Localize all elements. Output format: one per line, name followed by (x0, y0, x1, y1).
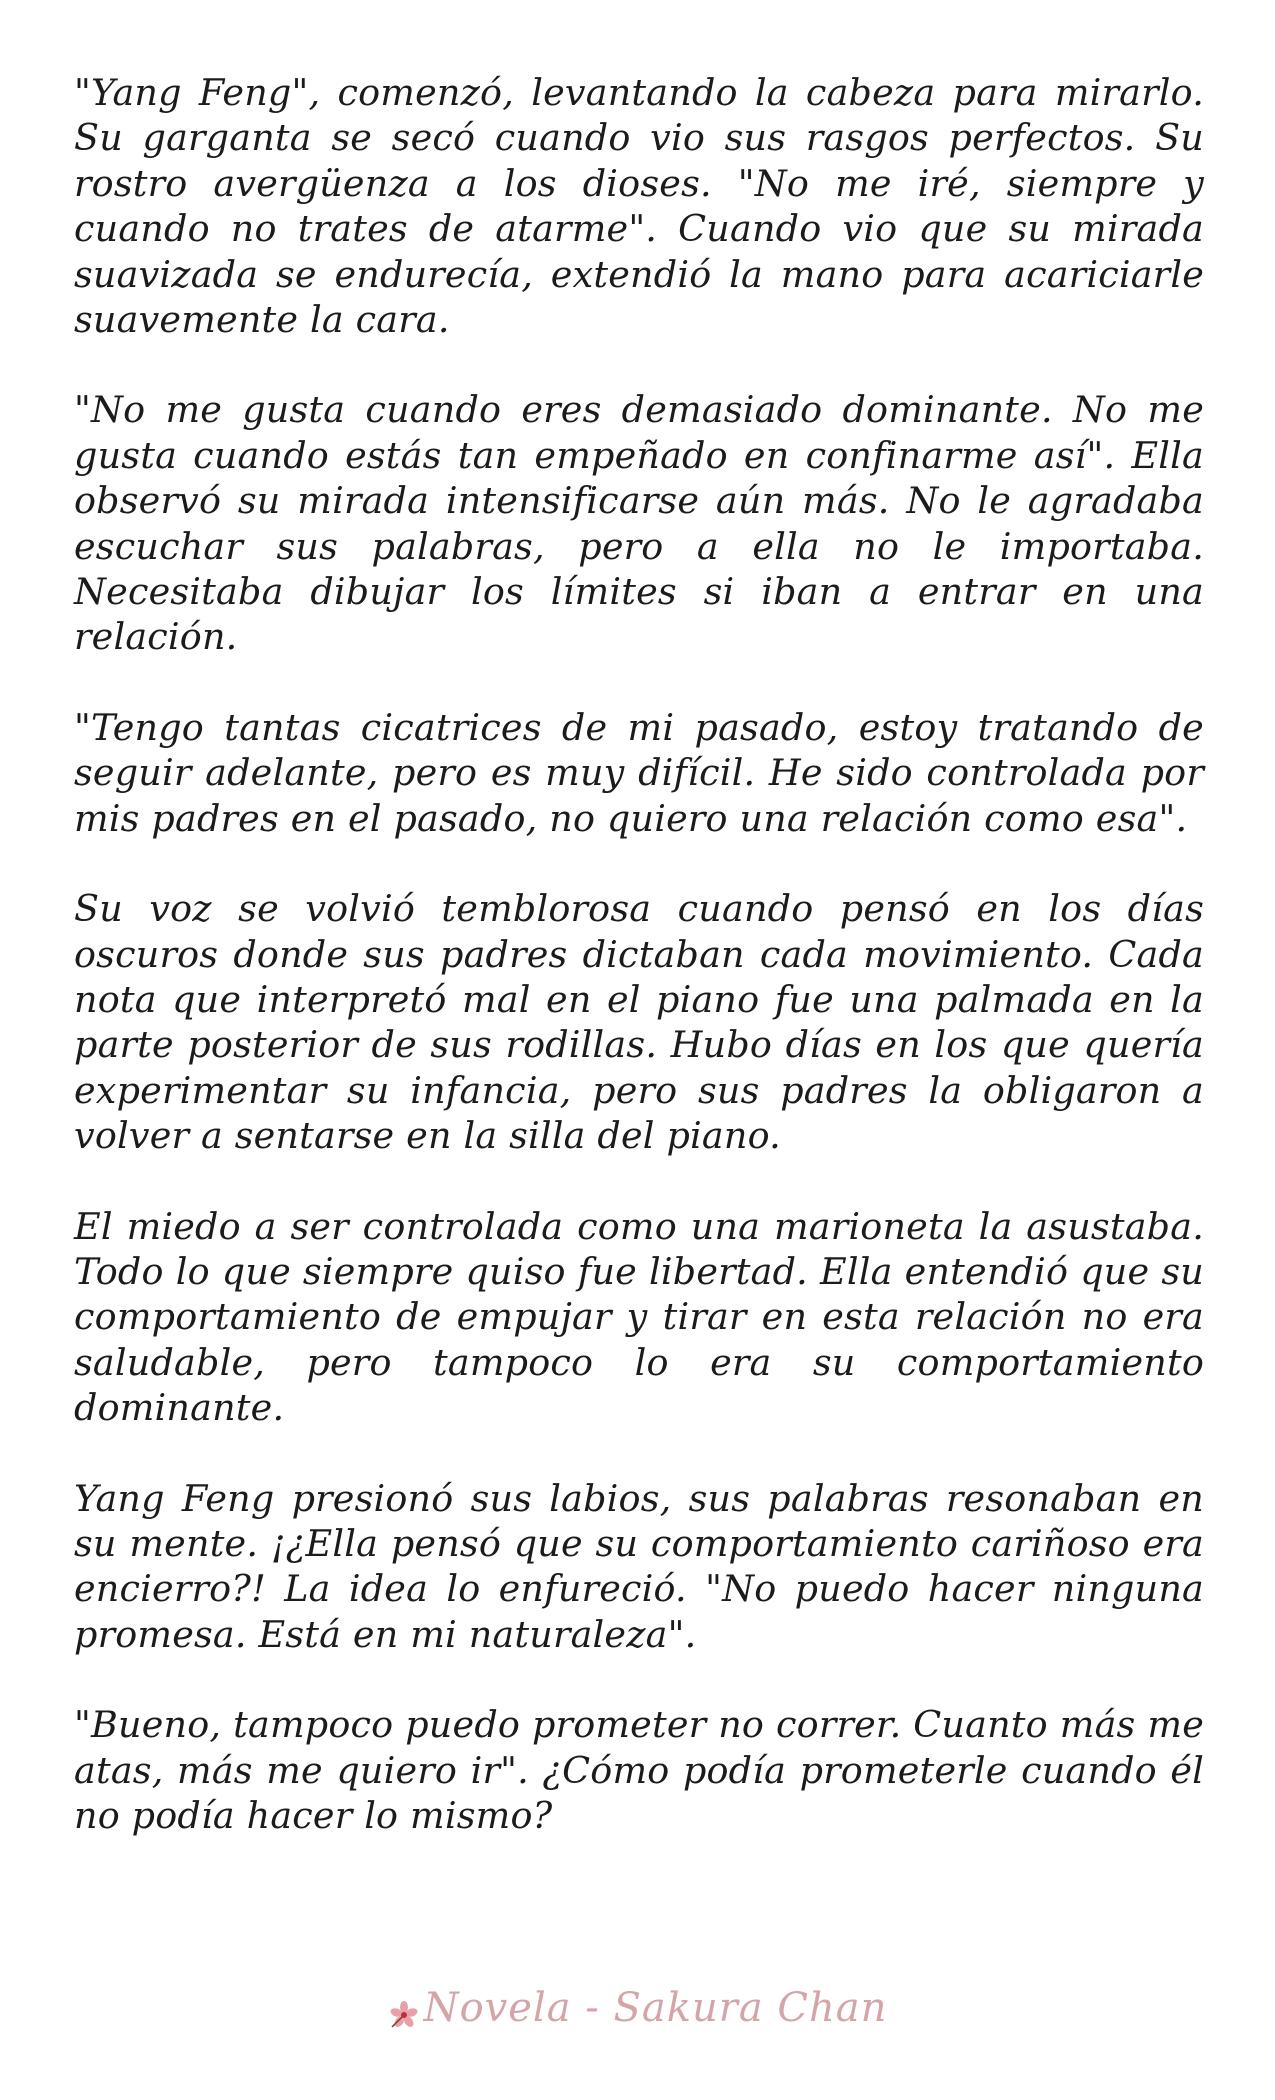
paragraph: "No me gusta cuando eres demasiado dominante. No me gusta cuando estás tan empeñado en confinarme así". Ella observó su mirada intensificarse aún más. No le agradaba escuchar sus palabras, pero a ella no le importaba. Necesitaba dibujar los límites si iban a entrar en una relación. (74, 388, 1204, 659)
sakura-flower-icon (388, 1995, 420, 2027)
paragraph: Su voz se volvió temblorosa cuando pensó en los días oscuros donde sus padres dictaban cada movimiento. Cada nota que interpretó mal en el piano fue una palmada en la parte posterior de sus rodillas. Hubo días en los que quería experimentar su infancia, pero sus padres la obligaron a volver a sentarse en la silla del piano. (74, 887, 1204, 1158)
watermark-text: Novela - Sakura Chan (423, 1985, 888, 2031)
paragraph: El miedo a ser controlada como una marioneta la asustaba. Todo lo que siempre quiso fue libertad. Ella entendió que su comportamiento de empujar y tirar en esta relación no era saludable, pero tampoco lo era su comportamiento dominante. (74, 1204, 1204, 1430)
paragraph: "Bueno, tampoco puedo prometer no correr. Cuanto más me atas, más me quiero ir". ¿Cómo podía prometerle cuando él no podía hacer lo mismo? (74, 1703, 1204, 1837)
paragraph: "Tengo tantas cicatrices de mi pasado, estoy tratando de seguir adelante, pero es muy difícil. He sido controlada por mis padres en el pasado, no quiero una relación como esa". (74, 705, 1204, 840)
paragraph: Yang Feng presionó sus labios, sus palabras resonaban en su mente. ¡¿Ella pensó que su comportamiento cariñoso era encierro?! La idea lo enfureció. "No puedo hacer ninguna promesa. Está en mi naturaleza". (74, 1476, 1204, 1656)
document-body (74, 70, 1204, 1883)
watermark (0, 1985, 1275, 2031)
paragraph: "Yang Feng", comenzó, levantando la cabeza para mirarlo. Su garganta se secó cuando vio sus rasgos perfectos. Su rostro avergüenza a los dioses. "No me iré, siempre y cuando no trates de atarme". Cuando vio que su mirada suavizada se endurecía, extendió la mano para acariciarle suavemente la cara. (74, 71, 1204, 342)
